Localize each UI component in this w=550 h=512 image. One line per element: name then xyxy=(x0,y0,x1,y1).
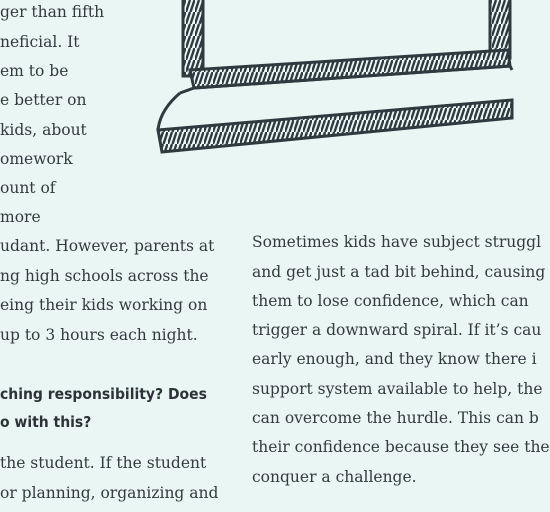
text-line: conquer a challenge. xyxy=(252,468,417,486)
text-line: more xyxy=(0,208,41,226)
text-line: omework xyxy=(0,150,73,168)
text-line: trigger a downward spiral. If it’s cau xyxy=(252,321,542,339)
text-line: support system available to help, the xyxy=(252,380,543,398)
text-line: ger than fifth xyxy=(0,3,105,21)
text-line: the student. If the student xyxy=(0,454,207,472)
text-line: them to lose confidence, which can xyxy=(252,292,529,310)
text-line: kids, about xyxy=(0,121,87,139)
text-line: udant. However, parents at xyxy=(0,237,215,255)
text-line: Sometimes kids have subject struggl xyxy=(252,233,542,251)
text-line: their confidence because they see the xyxy=(252,438,550,456)
text-line: em to be xyxy=(0,62,69,80)
heading-line: o with this? xyxy=(0,413,92,431)
text-line: or planning, organizing and xyxy=(0,484,219,502)
heading-line: ching responsibility? Does xyxy=(0,385,207,403)
text-line: can overcome the hurdle. This can b xyxy=(252,409,539,427)
text-line: early enough, and they know there i xyxy=(252,350,537,368)
text-line: and get just a tad bit behind, causing xyxy=(252,263,546,281)
text-line: ng high schools across the xyxy=(0,267,209,285)
text-line: up to 3 hours each night. xyxy=(0,326,198,344)
text-line: neficial. It xyxy=(0,33,80,51)
text-line: e better on xyxy=(0,91,87,109)
text-line: ount of xyxy=(0,179,56,197)
text-line: eing their kids working on xyxy=(0,296,208,314)
laptop-sketch-icon xyxy=(150,0,512,170)
